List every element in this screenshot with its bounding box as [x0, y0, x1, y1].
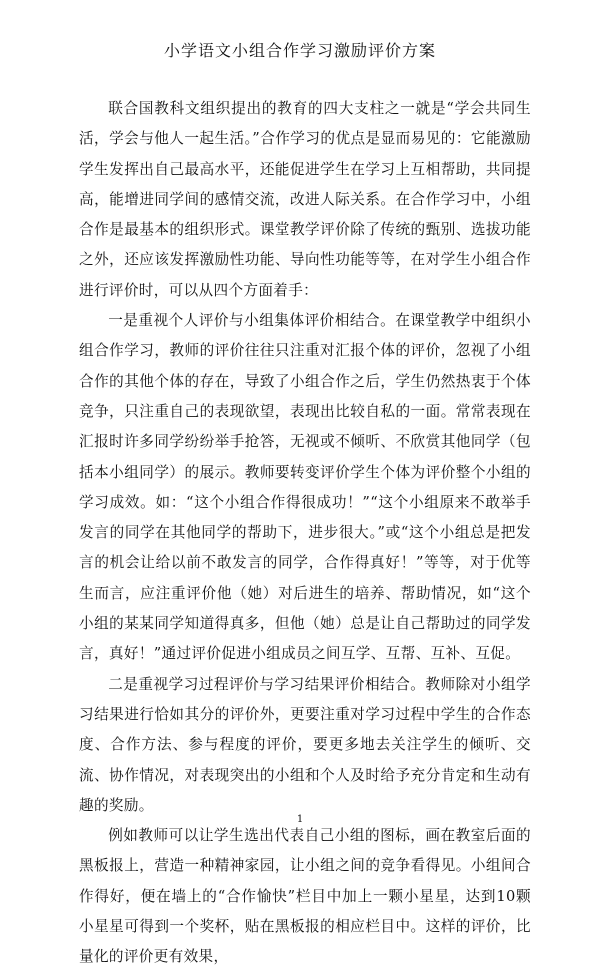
document-title: 小学语文小组合作学习激励评价方案 — [163, 41, 436, 60]
document-body — [79, 94, 531, 973]
paragraph-point-two: 二是重视学习过程评价与学习结果评价相结合。教师除对小组学习结果进行恰如其分的评价外，更要注重对学习过程中学生的合作态度、合作方法、参与程度的评价，要更多地去关注学生的倾听、交流、协作情况，对表现突出的小组和个人及时给予充分肯定和生动有趣的奖励。 — [79, 675, 531, 814]
paragraph-example: 例如教师可以让学生选出代表自己小组的图标，画在教室后面的黑板报上，营造一种精神家园，让小组之间的竞争看得见。小组间合作得好，便在墙上的“合作愉快”栏目中加上一颗小星星，达到10颗小星星可得到一个奖杯，贴在黑板报的相应栏目中。这样的评价，比量化的评价更有效果， — [79, 827, 531, 966]
paragraph-point-one: 一是重视个人评价与小组集体评价相结合。在课堂教学中组织小组合作学习，教师的评价往往只注重对汇报个体的评价，忽视了小组合作的其他个体的存在，导致了小组合作之后，学生仍然热衷于个体竞争，只注重自己的表现欲望，表现出比较自私的一面。常常表现在汇报时许多同学纷纷举手抢答，无视或不倾听、不欣赏其他同学（包括本小组同学）的展示。教师要转变评价学生个体为评价整个小组的学习成效。如：“这个小组合作得很成功！”“这个小组原来不敢举手发言的同学在其他同学的帮助下，进步很大。”或“这个小组总是把发言的机会让给以前不敢发言的同学，合作得真好！”等等，对于优等生而言，应注重评价他（她）对后进生的培养、帮助情况，如“这个小组的某某同学知道得真多，但他（她）总是让自己帮助过的同学发言，真好！”通过评价促进小组成员之间互学、互帮、互补、互促。 — [79, 312, 531, 663]
page-number: 1 — [296, 814, 304, 825]
paragraph-intro: 联合国教科文组织提出的教育的四大支柱之一就是“学会共同生活，学会与他人一起生活。”合作学习的优点是显而易见的：它能激励学生发挥出自己最高水平，还能促进学生在学习上互相帮助，共同提高，能增进同学间的感情交流，改进人际关系。在合作学习中，小组合作是最基本的组织形式。课堂教学评价除了传统的甄别、选拔功能之外，还应该发挥激励性功能、导向性功能等等，在对学生小组合作进行评价时，可以从四个方面着手： — [79, 100, 531, 299]
